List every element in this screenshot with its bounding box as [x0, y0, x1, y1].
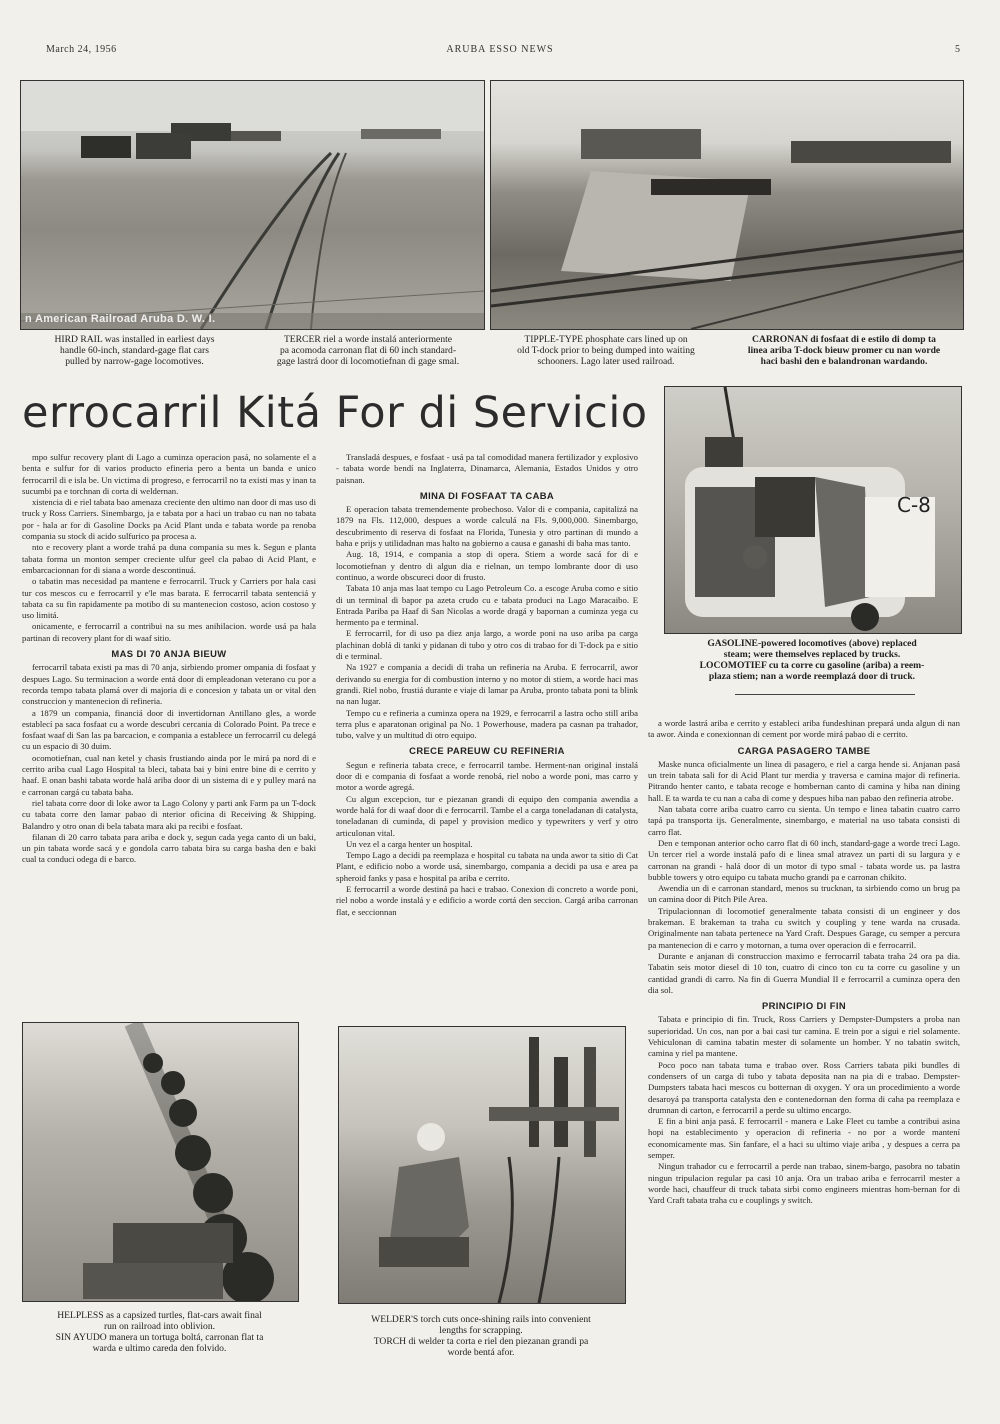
- caption-helpless: HELPLESS as a capsized turtles, flat-cars await final run on railroad into oblivion. SIN AYUDO manera un tortuga boltá, carronan flat ta warda e ultimo careda den folvido.: [55, 1310, 264, 1354]
- paragraph: Durante e anjanan di construccion maximo e ferrocarril tabata traha 24 ora pa dia. Tabatin seis motor diesel di 10 ton, cuatro di cinco ton cu ta corre cu gasoline y un cantidad grandi di carro. Na fin di Guerra Mundial II e ferrocarril a cuminza opera den dia sol.: [648, 950, 960, 995]
- caption-welder: WELDER'S torch cuts once-shining rails into convenient lengths for scrapping. TORCH di welder ta corta e riel den piezanan grandi pa worde bentá afor.: [371, 1314, 591, 1358]
- railroad-tracks-drawing: [21, 81, 484, 329]
- subheading: PRINCIPIO DI FIN: [761, 1000, 846, 1012]
- photo-welder: [338, 1026, 626, 1304]
- paragraph: a 1879 un compania, financiá door di invertidornan Antillano gles, a worde establecí pa saca fosfaat cu a worde descubri cercania di Colorado Point. Pa trece e fosfaat waaf di San las pa barcacion, e compania a establece un ferrocarril cu delegá cu un espacio di 30 duim.: [22, 707, 316, 752]
- page-number: 5: [955, 44, 961, 55]
- paragraph: E fin a bini anja pasá. E ferrocarril - manera e Lake Fleet cu tambe a contribui asina hopi na establecimento y operacion di refineria - no por a worde mantení economicamente mas. Sin fanfare, el a haci su ultimo viaje ariba , y despues a cerra pa semper.: [648, 1116, 960, 1160]
- paragraph: Maske nunca oficialmente un linea di pasagero, e riel a carga hende si. Anjanan pasá un trein tabata sali for di Acid Plant tur merdia y traversa e camina major di refineria. Pitrando henter canto, e tabata recoge e hombernan canto di camina y hiba nan dining hall. E ta warda te cu nan a caba di come y despues hiba nan pabao den refineria atrobe.: [648, 758, 960, 803]
- subheading: CARGA PASAGERO TAMBE: [737, 744, 871, 756]
- masthead: ARUBA ESSO NEWS: [446, 44, 554, 55]
- paragraph: E operacion tabata tremendemente probechoso. Valor di e compania, capitalizá na 1879 na Fls. 112,000, despues a worde calculá na Fls. 9,000,000. Sinembargo, descubrimento di reserva di fosfaat na Florida, Tunesia y otro partinan di mundo a baha e prijs y utilidadnan mas halto na gobierno a causa e ganashi di baha mas tanto.: [336, 504, 638, 549]
- paragraph: E ferrocarril a worde destiná pa haci e trabao. Conexion di concreto a worde poni, riel nobo a worde instalá y e edificio a worde cortá den seccion. Cargá ariba carronan flat, e seccionnan: [336, 883, 638, 917]
- tipple-cars-drawing: [491, 81, 963, 329]
- caption-tipple-pap: CARRONAN di fosfaat di e estilo di domp ta linea ariba T-dock bieuw promer cu nan worde haci bashi den e balandronan wardando.: [747, 334, 941, 367]
- paragraph: Tabata e principio di fin. Truck, Ross Carriers y Dempster-Dumpsters a proba nan superioridad. Un cos, nan por a bai casi tur camina. E trein por a sigui e riel solamente. Vehiculonan di camina tabatin mester di solamente un homber. Y no tabatin switch, camina y riel pa mantene.: [648, 1014, 960, 1059]
- flatcar-trucks-drawing: [23, 1023, 298, 1301]
- paragraph: xistencia di e riel tabata bao amenaza creciente den ultimo nan door di mas uso di truck y Ross Carriers. Sinembargo, ja e tabata por a haci un trabao cu nan no tabata por - hala ar for di Gasoline Docks pa Acid Plant unda e tabata worde pa renoba compania su stock di acido sulfurico pa procesa a.: [22, 497, 316, 542]
- caption-tipple-en: TIPPLE-TYPE phosphate cars lined up on old T-dock prior to being dumped into waiting schooners. Lago later used railroad.: [517, 334, 695, 367]
- article-column-1: [22, 452, 316, 1030]
- paragraph: Cu algun excepcion, tur e piezanan grandi di equipo den compania awendia a worde halá for di waaf door di e ferrocarril. Tambe el a carga toneladanan di catalysta, toneladanan di cuminda, di papel y provision medico y typewriters y verf y otro articulonan vital.: [336, 793, 638, 838]
- paragraph: ocomotiefnan, cual nan ketel y chasis frustiando ainda por le mirá pa nord di e cerrito ariba cual Lago Hospital ta bleci, tabata bai y bini entre bine di e cerrito y haaf. E onan bashi tabata worde halá ariba door di un sistema di e y pulley mará na e carronan cargá cu tabata baha.: [22, 752, 316, 797]
- subheading: MINA DI FOSFAAT TA CABA: [419, 489, 555, 501]
- paragraph: Awendia un di e carronan standard, menos su trucknan, ta sirbiendo como un brug pa un camina door di Pitch Pile Area.: [648, 883, 960, 905]
- welder-drawing: [339, 1027, 625, 1303]
- paragraph: nto e recovery plant a worde trahá pa duna compania su mes k. Segun e planta tabata forma un monton semper creciente ulfur geel cla pabao di Acid Plant, e embarcacionnan for di siana a worde descontinuá.: [22, 542, 316, 575]
- paragraph: Transladá despues, e fosfaat - usá pa tal comodidad manera fertilizador y explosivo - tabata worde bendí na Inglaterra, Dinamarca, Alemania, Estados Unidos y otro paisnan.: [336, 452, 638, 485]
- paragraph: Un vez el a carga henter un hospital.: [346, 838, 473, 849]
- caption-divider: [735, 694, 915, 695]
- photo-flatcar-trucks: [22, 1022, 299, 1302]
- article-column-2: [336, 452, 638, 1008]
- paragraph: Den e temponan anterior ocho carro flat di 60 inch, standard-gage a worde trecí Lago. Un tercer riel a worde instalá pafo di e linea smal atravez un parti di su largura y e carronan na grandi - halá door di un motor di typo smal - tabata worde us. pa lastra bubble towers y otro equipo cu tabata mucho grandi pa e carronan chikito.: [648, 837, 960, 882]
- photo-railroad-tracks: [20, 80, 485, 330]
- paragraph: Poco poco nan tabata tuma e trabao over. Ross Carriers tabata piki bundles di condensers of un carga di tubo y tabata deposita nan na pia di e trabao. Dempster-Dumpsters tabata haci mescos cu botternan di oxygen. Y ora un procedimiento a worde desaroyá pa transporta catalysta den e contenedornan den forma di caha pa reemplaza e drumnan di carton, e ferrocarril a perde su ultimo encargo.: [648, 1059, 960, 1115]
- caption-third-rail-pap: TERCER riel a worde instalá anteriormente pa acomoda carronan flat di 60 inch standard- gage lastrá door di locomotiefnan di gage smal.: [276, 334, 460, 367]
- paragraph: filanan di 20 carro tabata para ariba e dock y, segun cada yega canto di un baki, un pin tabata worde sacá y e gondola carro tabata bira su carga basha den e baki cual ta conduci odega di e barco.: [22, 831, 316, 865]
- paragraph: o tabatin mas necesidad pa mantene e ferrocarril. Truck y Carriers por hala casi tur cos mescos cu e ferrocarril y e'le mas barata. E ferrocarril tabata sentenciá y tabata ca su fin rapidamente pa motibo di su mantenecion costoso, acion costoso y uso limitá.: [22, 576, 316, 621]
- paragraph: Segun e refineria tabata crece, e ferrocarril tambe. Herment-nan original instalá door di e compania di fosfaat a worde renobá, riel nobo a worde poni, mas carro y motor a worde agregá.: [336, 759, 638, 793]
- article-column-3: [648, 718, 960, 1390]
- caption-third-rail-en: HIRD RAIL was installed in earliest days handle 60-inch, standard-gage flat cars pulled by narrow-gage locomotives.: [54, 334, 215, 367]
- photo-tipple-cars: [490, 80, 964, 330]
- paragraph: Na 1927 e compania a decidi di traha un refineria na Aruba. E ferrocarril, awor derivando su energia for di combustion interno y no motor di stiem, a worde haci mas grandi. Riel nobo, frustiá durante e viaje di lamar pa Aruba, pronto tabata poni ta blink na nan lugar.: [336, 662, 638, 707]
- paragraph: Tabata 10 anja mas laat tempo cu Lago Petroleum Co. a escoge Aruba como e sitio di un terminal di bapor pa azeta crudo cu e tabata produci na Lago Maracaibo. E Entrada Pariba pa Haaf di San Nicolas a worde dragá y bapornan a cuminza yega cu hermento pa e terminal.: [336, 583, 638, 628]
- paragraph: onicamente, e ferrocarril a contribui na su mes anihilacion. worde usá pa hala partinan di recovery plant for di waaf sitio.: [22, 621, 316, 643]
- article-headline: errocarril Kitá For di Servicio: [22, 388, 648, 438]
- locomotive-number: C-8: [897, 493, 931, 517]
- paragraph: E ferrocarril, for di uso pa diez anja largo, a worde poni na uso ariba pa carga plachinan doblá di tanki y pidanan di tubo y otro cos di trabao for di T-dock pa e sitio di e terminal.: [336, 628, 638, 662]
- paragraph: Aug. 18, 1914, e compania a stop di opera. Stiem a worde sacá for di e locomotiefnan y dentro di algun dia e rielnan, un tempo lombrante door di uso continuo, a worde obscureci door di frusto.: [336, 549, 638, 582]
- photo-gasoline-locomotive: [664, 386, 962, 634]
- caption-gasoline-locomotive: GASOLINE-powered locomotives (above) replaced steam; were themselves replaced by trucks. LOCOMOTIEF cu ta corre cu gasoline (ariba) a reem- plaza stiem; nan a worde reemplazá door di truck.: [699, 638, 925, 682]
- paragraph: Ningun trahador cu e ferrocarril a perde nan trabao, sinem-bargo, pasobra no tabatin ningun tripulacion regular pa casi 10 anja. Ora un trabao ariba e ferrocarril mester a worde haci, chauffeur di truck tabata sirbi como engineers mientras hom-bernan for di Yard Craft tabata traha cu e couplings y switch.: [648, 1161, 960, 1206]
- paragraph: riel tabata corre door di loke awor ta Lago Colony y parti ank Farm pa un T-dock cu tabata corre den lamar pabao di nterior oficina di Receiving & Shipping. Balandro y otro onan di bela tabata mara aki pa recibi e fosfaat.: [22, 797, 316, 831]
- paragraph: Tripulacionnan di locomotief generalmente tabata consisti di un engineer y dos brakeman. E brakeman ta traha cu switch y coupling y tene warda na crusada. Originalmente nan tabata pertenece na Yard Craft. Despues Garage, cu semper a percura pa mantenecion di e carro y motornan, a tuma over operacion di e ferrocarril.: [648, 905, 960, 950]
- photo-overlay-caption: n American Railroad Aruba D. W. I.: [25, 313, 216, 325]
- paragraph: Tempo Lago a decidi pa reemplaza e hospital cu tabata na unda awor ta sitio di Cat Plant, e edificio nobo a worde usá, sinembargo, compania a decidi pa usa e area pa spheroid fanks y pasa e hospital pa ariba e cerrito.: [336, 850, 638, 883]
- subheading: CRECE PAREUW CU REFINERIA: [409, 745, 565, 757]
- paragraph: ferrocarril tabata existi pa mas di 70 anja, sirbiendo promer ompania di fosfaat y despues Lago. Su terminacion a worde entá door di empleadonan veterano cu por a recorda tempo tabata plamá over di majoria di e concesion y tabata un or vital den construccion y mantenecion di refineria.: [22, 662, 316, 707]
- paragraph: Tempo cu e refineria a cuminza opera na 1929, e ferrocarril a lastra ocho still ariba terra plus e aparatonan original pa No. 1 Powerhouse, madera pa casnan pa trahador, tubo, valve y un multitud di otro equipo.: [336, 707, 638, 741]
- issue-date: March 24, 1956: [46, 44, 117, 55]
- subheading: MAS DI 70 ANJA BIEUW: [111, 648, 227, 660]
- paragraph: a worde lastrá ariba e cerrito y estableci ariba fundeshinan prepará unda algun di nan ta awor. Ainda e conexionnan di cement por worde mirá pabao di e cerrito.: [648, 718, 960, 740]
- paragraph: mpo sulfur recovery plant di Lago a cuminza operacion pasá, no solamente el a benta e sulfur for di varios producto efineria pero a benta un banda e unico ferrocarril di e isla be. Un victima di progreso, e ferrocarril no ta existi mas y inan ta sucumbi pa e torchnan di corta di weldernan.: [22, 452, 316, 496]
- paragraph: Nan tabata corre ariba cuatro carro cu sienta. Un tempo e linea tabatin cuatro carro tapá pa transporta ijs. Generalmente, sinembargo, e material na uso tabata consisti di carro flat.: [648, 804, 960, 837]
